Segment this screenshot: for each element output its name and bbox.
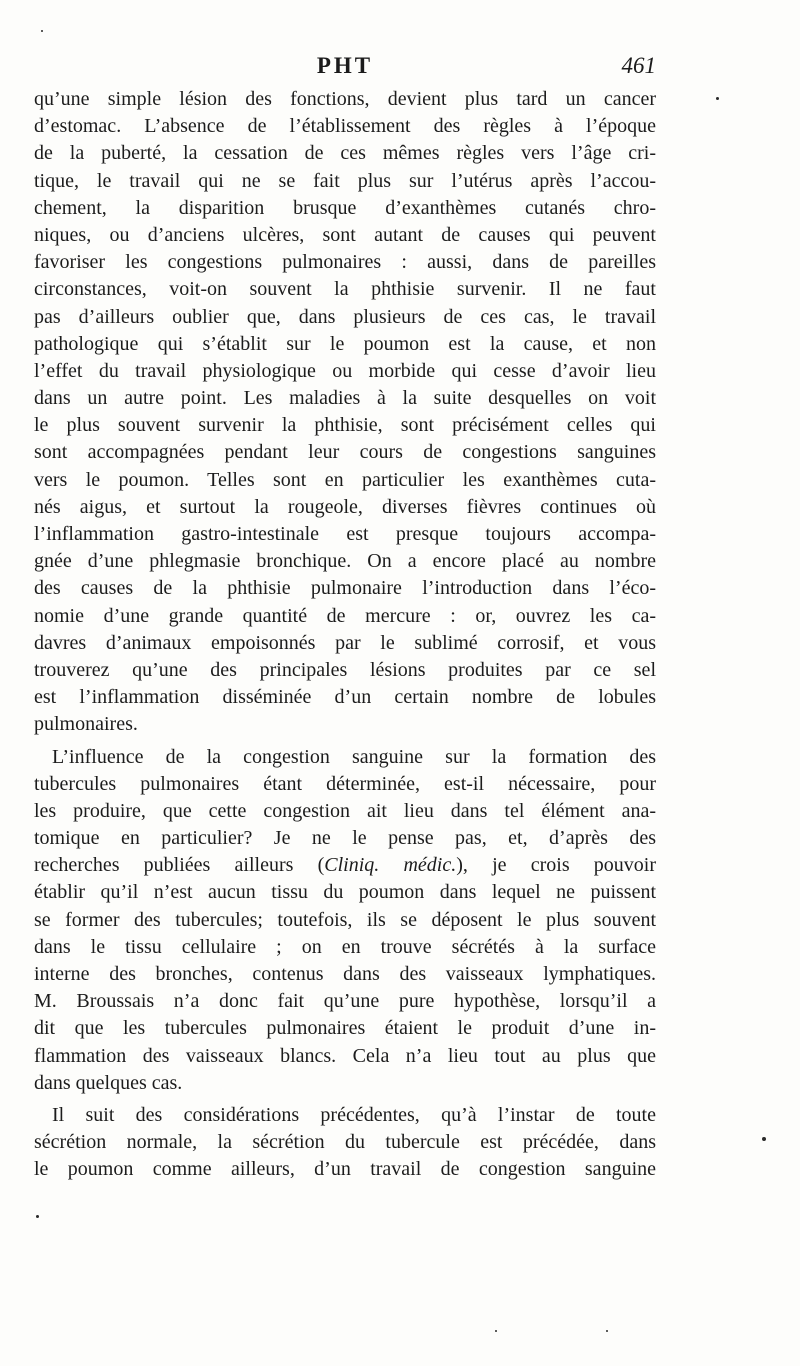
text-line: trouverez qu’une des principales lésions produites par ce sel [34,658,656,681]
ink-speck [716,97,719,100]
text-segment: ), je crois pouvoir [456,854,657,877]
text-line: gnée d’une phlegmasie bronchique. On a encore placé au nombre [34,550,656,573]
text-line: d’estomac. L’absence de l’établissement des règles à l’époque [34,115,656,138]
text-line: pathologique qui s’établit sur le poumon est la cause, et non [34,332,656,355]
text-line: l’effet du travail physiologique ou morbide qui cesse d’avoir lieu [34,359,656,382]
text-line: l’inflammation gastro-intestinale est presque toujours accompa- [34,523,656,545]
text-line: nés aigus, et surtout la rougeole, diverses fièvres continues où [34,495,656,518]
text-line: tomique en particulier? Je ne le pense pas, et, d’après des [34,827,656,850]
text-line: les produire, que cette congestion ait lieu dans tel élément ana- [34,799,656,822]
body-text [34,86,656,1184]
text-segment: recherches publiées ailleurs ( [34,854,325,877]
ink-speck [495,1330,497,1332]
text-line: circonstances, voit-on souvent la phthisie survenir. Il ne faut [34,278,656,301]
text-line: dit que les tubercules pulmonaires étaient le produit d’une in- [34,1017,656,1040]
citation: Cliniq. médic. [324,854,457,877]
text-line: se former des tubercules; toutefois, ils se déposent le plus souvent [34,908,656,931]
text-line: vers le poumon. Telles sont en particulier les exanthèmes cuta- [34,468,656,491]
text-line: interne des bronches, contenus dans des vaisseaux lymphatiques. [34,963,656,985]
ink-speck [762,1137,766,1141]
text-line: est l’inflammation disséminée d’un certain nombre de lobules [34,686,656,709]
text-line: le plus souvent survenir la phthisie, sont précisément celles qui [34,414,656,437]
text-line: favoriser les congestions pulmonaires : aussi, dans de pareilles [34,251,656,274]
text-line: pas d’ailleurs oublier que, dans plusieurs de ces cas, le travail [34,305,656,328]
text-line: L’influence de la congestion sanguine sur la formation des [52,745,656,768]
text-line: M. Broussais n’a donc fait qu’une pure hypothèse, lorsqu’il a [34,990,656,1013]
text-line: flammation des vaisseaux blancs. Cela n’a lieu tout au plus que [34,1044,656,1067]
text-line: sont accompagnées pendant leur cours de congestions sanguines [34,441,656,464]
text-line: niques, ou d’anciens ulcères, sont autant de causes qui peuvent [34,223,656,246]
text-line: des causes de la phthisie pulmonaire l’introduction dans l’éco- [34,577,656,600]
text-line: pulmonaires. [34,713,138,736]
text-line: tique, le travail qui ne se fait plus sur l’utérus après l’accou- [34,169,656,192]
text-line: le poumon comme ailleurs, d’un travail de congestion sanguine [34,1158,656,1181]
ink-speck [606,1330,608,1332]
ink-speck [41,30,43,32]
text-line: dans le tissu cellulaire ; on en trouve sécrétés à la surface [34,935,656,958]
text-line: davres d’animaux empoisonnés par le sublimé corrosif, et vous [34,631,656,654]
text-line: dans un autre point. Les maladies à la suite desquelles on voit [34,387,656,410]
text-line: tubercules pulmonaires étant déterminée, est-il nécessaire, pour [34,772,656,795]
text-line-with-citation [34,852,656,879]
text-line: nomie d’une grande quantité de mercure : or, ouvrez les ca- [34,604,656,627]
text-line: Il suit des considérations précédentes, qu’à l’instar de toute [52,1103,656,1126]
page-header [34,52,656,84]
ink-speck [36,1215,39,1218]
page-number: 461 [621,53,656,78]
running-head: PHT [316,53,374,78]
text-line: qu’une simple lésion des fonctions, devient plus tard un cancer [34,88,656,110]
text-line: sécrétion normale, la sécrétion du tubercule est précédée, dans [34,1131,656,1154]
text-line: dans quelques cas. [34,1071,183,1094]
text-line: de la puberté, la cessation de ces mêmes règles vers l’âge cri- [34,142,656,165]
text-line: établir qu’il n’est aucun tissu du poumon dans lequel ne puissent [34,881,656,904]
text-line: chement, la disparition brusque d’exanthèmes cutanés chro- [34,196,656,219]
